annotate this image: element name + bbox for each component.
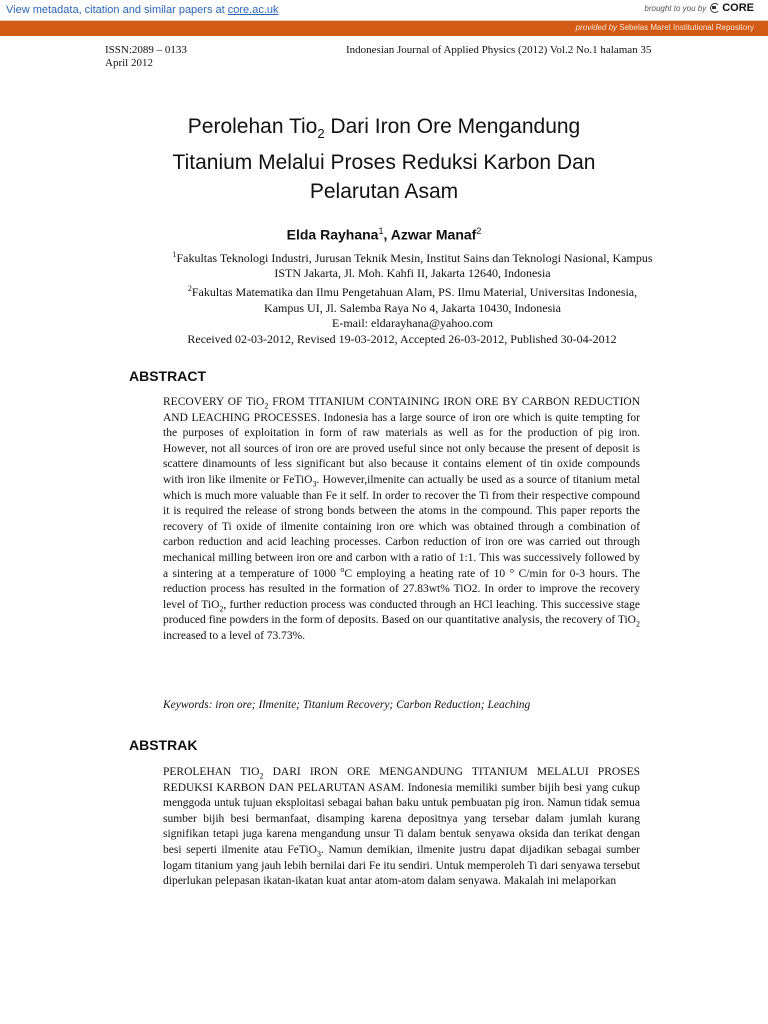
core-name: CORE	[722, 2, 754, 14]
abstrak-heading: ABSTRAK	[129, 737, 198, 753]
affiliation-line: Kampus UI, Jl. Salemba Raya No 4, Jakarta 10430, Indonesia	[264, 300, 561, 315]
title-subscript: 2	[317, 126, 325, 142]
subscript: 2	[259, 771, 264, 781]
title-line-2: Titanium Melalui Proses Reduksi Karbon Dan	[172, 151, 596, 175]
abstract-lead: RECOVERY OF TiO	[163, 396, 265, 408]
abstrak-text: . Namun demikian, ilmenite justru dapat dijadikan sebagai sumber logam titanium yang jauh lebih bernilai dari Fe itu sendiri. Untuk memperoleh Ti dari senyawa tersebut diperlukan pelepasan ikatan-ikatan kuat antar atom-atom dalam senyawa. Makalah ini melaporkan	[163, 843, 641, 888]
subscript: 2	[219, 604, 224, 614]
issue-date: April 2012	[105, 57, 153, 69]
abstract-lead: FROM TITANIUM CONTAINING IRON ORE BY CARBON REDUCTION AND LEACHING PROCESSES.	[163, 396, 641, 424]
abstrak-text: Indonesia memiliki sumber bijih besi yang cukup menggoda untuk tujuan eksploitasi sebagai bahan baku untuk pembuatan pig iron. Namun tidak semua sumber bijih besi bermanfaat, disamping karena depositnya yang tersebar dalam jumlah kurang signifikan tetapi juga karena mengandung unsur Ti dalam bentuk senyawa oksida dan terikat dengan besi seperti ilmenite atau FeTiO	[163, 781, 640, 856]
abstract-text: increased to a level of 73.73%.	[163, 629, 306, 642]
provided-prefix: provided by	[575, 23, 618, 32]
affiliation-text: Fakultas Matematika dan Ilmu Pengetahuan Alam, PS. Ilmu Material, Universitas Indonesia,	[191, 285, 638, 300]
affiliation-mark: 1	[172, 250, 177, 259]
affiliation-line	[140, 247, 685, 266]
affiliation-mark: 2	[187, 284, 192, 294]
superscript: o	[340, 564, 345, 574]
title-line-1	[100, 112, 668, 148]
abstrak-body	[163, 765, 640, 890]
metadata-notice-text: View metadata, citation and similar papers at	[6, 4, 228, 16]
abstract-text: . However,ilmenite can actually be used as a source of titanium metal which is much more valuable than Fe it self. In order to recover the Ti from their respective compound it is required the release of strong bonds between the atoms in the compound. This paper reports the recovery of Ti oxide of ilmenite containing iron ore which was obtained through a combination of carbon reduction and acid leaching processes. Carbon reduction of iron ore was carried out through mechanical milling between iron ore and carbon with a ratio of 1:1. This was successively followed by a sintering at a temperature of 1000	[163, 473, 640, 580]
title-line-3: Pelarutan Asam	[309, 180, 459, 204]
title-part: Perolehan Tio	[187, 115, 318, 138]
core-banner	[0, 0, 768, 21]
abstrak-lead: PEROLEHAN TIO	[163, 766, 260, 778]
subscript: 3	[312, 479, 317, 489]
core-logo-icon	[709, 2, 719, 14]
author-affiliation-mark: 2	[476, 226, 482, 236]
title-part: Dari Iron Ore Mengandung	[324, 115, 581, 138]
affiliation-line	[140, 281, 685, 300]
author-name: Azwar Manaf	[390, 226, 477, 243]
keywords: Keywords: iron ore; Ilmenite; Titanium Recovery; Carbon Reduction; Leaching	[163, 699, 531, 711]
brought-by-text: brought to you by	[644, 3, 707, 13]
submission-dates: Received 02-03-2012, Revised 19-03-2012, Accepted 26-03-2012, Published 30-04-2012	[187, 332, 617, 346]
provided-by-bar	[0, 21, 768, 36]
author-name: Elda Rayhana	[286, 226, 379, 243]
author-affiliation-mark: 1	[378, 226, 384, 236]
core-branding[interactable]	[644, 2, 754, 14]
abstract-body	[163, 395, 640, 645]
issn: ISSN:2089 – 0133	[105, 44, 187, 56]
subscript: 2	[636, 619, 640, 629]
abstrak-lead: DARI IRON ORE MENGANDUNG TITANIUM MELALUI PROSES REDUKSI KARBON DAN PELARUTAN ASAM.	[163, 766, 640, 794]
author-list	[100, 226, 668, 243]
abstract-text: , further reduction process was conducted through an HCl leaching. This successive stage produced fine powders in the form of deposits. Based on our quantitative analysis, the recovery of TiO	[163, 598, 640, 627]
metadata-notice	[6, 4, 279, 16]
abstract-text: C employing a heating rate of 10 ° C/min for 0-3 hours. The reduction process has resulted in the formation of 27.83wt% TiO2. In order to improve the recovery level of TiO	[163, 567, 640, 611]
author-separator: ,	[383, 226, 391, 243]
journal-citation: Indonesian Journal of Applied Physics (2012) Vol.2 No.1 halaman 35	[346, 44, 652, 56]
repository-name: Sebelas Maret Institutional Repository	[617, 23, 754, 32]
subscript: 2	[264, 401, 269, 411]
paper-title	[100, 112, 668, 206]
affiliations	[140, 247, 685, 331]
subscript: 3	[317, 849, 321, 859]
core-ac-uk-link[interactable]: core.ac.uk	[227, 4, 279, 16]
affiliation-line: ISTN Jakarta, Jl. Moh. Kahfi II, Jakarta 12640, Indonesia	[274, 266, 551, 281]
abstract-heading: ABSTRACT	[129, 368, 206, 384]
provided-by-text	[576, 23, 754, 32]
abstract-text: Indonesia has a large source of iron ore which is quite tempting for the purposes of exploitation in form of raw materials as well as for the production of pig iron. However, not all sources of iron ore are proved useful since not only because the present of deposit is scattere dinamounts of less significant but also because it contains element of tin oxide compounds with iron like ilmenite or FeTiO	[163, 411, 640, 486]
affiliation-text: Fakultas Teknologi Industri, Jurusan Teknik Mesin, Institut Sains dan Teknologi Nasional, Kampus	[176, 251, 653, 265]
author-email: E-mail: eldarayhana@yahoo.com	[332, 315, 493, 330]
